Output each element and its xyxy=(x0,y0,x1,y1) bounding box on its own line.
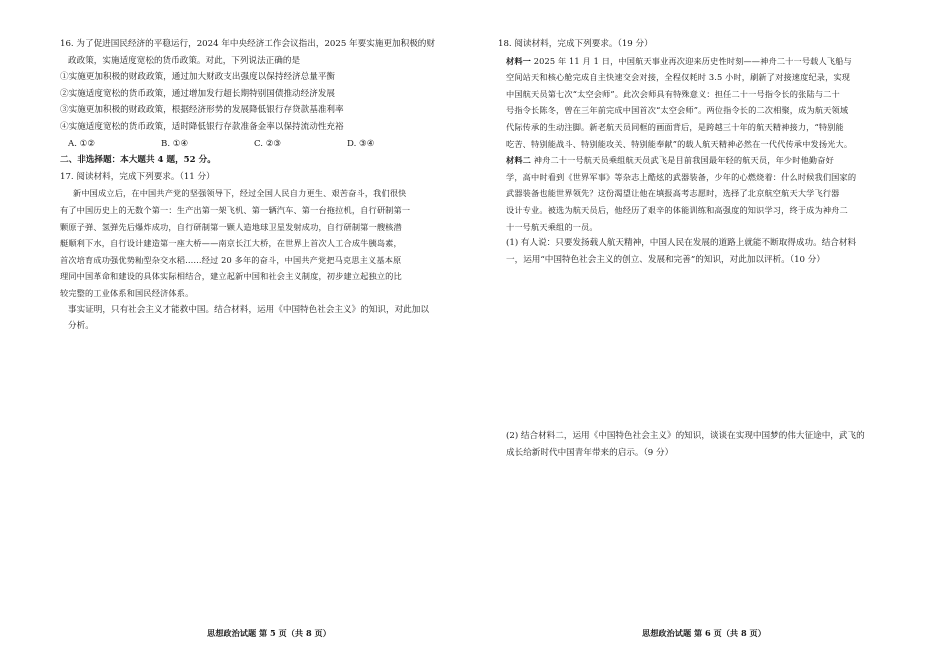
material-2-line: 设计专业。被选为航天员后，他经历了艰辛的体能训练和高强度的知识学习，终于成为神舟二 xyxy=(506,204,848,215)
material-2-line: 神舟二十一号航天员乘组航天员武飞是目前我国最年轻的航天员，年少时他勤奋好 xyxy=(533,155,834,166)
material-2-line: 武器装备也能世界领先？这份渴望让他在填报高考志愿时，选择了北京航空航天大学飞行器 xyxy=(506,188,840,199)
material-1-line: 中国航天员第七次“太空会师”。此次会师具有特殊意义：担任二十一号指令长的张陆与二十 xyxy=(506,88,840,99)
q16-option-a: A. ①② xyxy=(68,138,96,149)
q16-option-c: C. ②③ xyxy=(254,138,282,149)
section-heading-non-choice: 二、非选择题：本大题共 4 题，52 分。 xyxy=(60,155,216,166)
sub1-line: (1) 有人说：只要发扬载人航天精神，中国人民在发展的道路上就能不断取得成功。结合材料 xyxy=(506,238,857,249)
q17-passage-line: 理同中国革命和建设的具体实际相结合，建立起新中国和社会主义制度，初步建立起独立的比 xyxy=(60,271,402,282)
q17-question-line: 事实证明，只有社会主义才能救中国。结合材料，运用《中国特色社会主义》的知识，对此加以 xyxy=(68,304,429,315)
q16-stem-line: 政政策，实施适度宽松的货币政策。对此，下列说法正确的是 xyxy=(68,55,301,66)
q16-statement-4: ④实施适度宽松的货币政策，适时降低银行存款准备金率以保持流动性充裕 xyxy=(60,121,344,132)
q16-option-b: B. ①④ xyxy=(161,138,189,149)
q17-passage-line: 颗原子弹、氢弹先后爆炸成功，自行研制第一颗人造地球卫星发射成功，自行研制第一艘核潜 xyxy=(60,221,402,232)
q17-passage-line: 新中国成立后，在中国共产党的坚强领导下，经过全国人民自力更生、艰苦奋斗，我们很快 xyxy=(73,188,407,199)
q18-material-2 xyxy=(498,152,903,235)
question-18 xyxy=(498,36,903,462)
material-2-line: 学，高中时看到《世界军事》等杂志上酷炫的武器装备，少年的心燃烧着：什么时候我们国家的 xyxy=(506,171,857,182)
material-1-line: 空间站天和核心舱完成自主快速交会对接，全程仅耗时 3.5 小时，刷新了对接速度纪录，实现 xyxy=(506,72,851,83)
q16-options xyxy=(60,136,465,153)
sub1-line: 一，运用“中国特色社会主义的创立、发展和完善”的知识，对此加以评析。（10 分） xyxy=(506,254,825,265)
q18-subquestion-1 xyxy=(498,235,903,268)
q17-passage-line: 有了中国历史上的无数个第一：生产出第一架飞机、第一辆汽车、第一台拖拉机，自行研制第一 xyxy=(60,204,411,215)
page-6-content xyxy=(498,36,903,462)
page-5-content xyxy=(60,36,465,335)
question-16 xyxy=(60,36,465,152)
material-1-label: 材料一 xyxy=(506,55,532,66)
q16-statement-1: ①实施更加积极的财政政策，通过加大财政支出强度以保持经济总量平衡 xyxy=(60,72,336,83)
material-1-line: 代际传承的生动注脚。新老航天员同框的画面背后，是跨越三十年的航天精神接力，“特别能 xyxy=(506,121,844,132)
question-17 xyxy=(60,169,465,335)
q17-passage-line: 艇顺利下水，自行设计建造第一座大桥——南京长江大桥，在世界上首次人工合成牛胰岛素， xyxy=(60,238,402,249)
q16-statement-2: ②实施适度宽松的货币政策，通过增加发行超长期特别国债推动经济发展 xyxy=(60,88,336,99)
material-1-line: 吃苦、特别能战斗、特别能攻关、特别能奉献”的载人航天精神必然在一代代传承中发扬光大。 xyxy=(506,138,853,149)
sub2-line: 成长给新时代中国青年带来的启示。（9 分） xyxy=(506,447,674,458)
q17-passage-line: 较完整的工业体系和国民经济体系。 xyxy=(60,287,194,298)
q17-passage-line: 首次培育成功强优势籼型杂交水稻……经过 20 多年的奋斗，中国共产党把马克思主义基本原 xyxy=(60,254,402,265)
material-1-line: 2025 年 11 月 1 日，中国航天事业再次迎来历史性时刻——神舟二十一号载人飞船与 xyxy=(533,55,852,66)
q16-option-d: D. ③④ xyxy=(347,138,375,149)
q17-question-line: 分析。 xyxy=(68,321,94,332)
page-5-footer: 思想政治试题 第 5 页（共 8 页） xyxy=(207,628,331,638)
answer-space xyxy=(498,268,903,428)
q18-title: 18. 阅读材料，完成下列要求。（19 分） xyxy=(498,39,653,49)
q18-material-1 xyxy=(498,53,903,153)
sub2-line: (2) 结合材料二，运用《中国特色社会主义》的知识，谈谈在实现中国梦的伟大征途中，武飞的 xyxy=(506,431,865,442)
material-2-line: 十一号航天乘组的一员。 xyxy=(506,221,598,232)
q16-statement-3: ③实施更加积极的财政政策，根据经济形势的发展降低银行存贷款基准利率 xyxy=(60,105,344,116)
material-2-label: 材料二 xyxy=(506,155,532,166)
material-1-line: 号指令长陈冬，曾在三年前完成中国首次“太空会师”。两位指令长的二次相聚，成为航天领域 xyxy=(506,105,849,116)
page-6-footer: 思想政治试题 第 6 页（共 8 页） xyxy=(642,628,766,638)
q18-subquestion-2 xyxy=(498,428,903,461)
q16-stem-line: 16. 为了促进国民经济的平稳运行，2024 年中央经济工作会议指出，2025 年要实施更加积极的财 xyxy=(60,39,435,49)
q17-title: 17. 阅读材料，完成下列要求。（11 分） xyxy=(60,171,215,182)
